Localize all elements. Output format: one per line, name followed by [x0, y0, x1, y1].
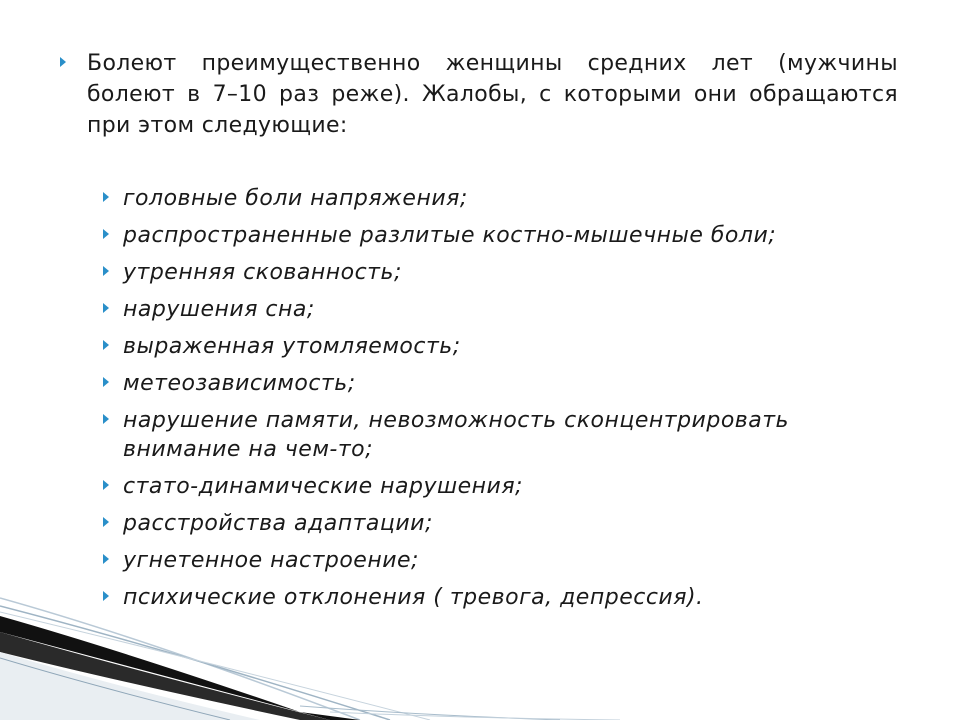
main-bullet-text: Болеют преимущественно женщины средних лет (мужчины болеют в 7–10 раз реже). Жалобы, с которыми они обращаются при этом следующие: — [87, 51, 898, 138]
triangle-bullet-icon — [103, 192, 109, 202]
complaints-list — [103, 184, 903, 620]
triangle-bullet-icon — [103, 340, 109, 350]
triangle-bullet-icon — [103, 414, 109, 424]
triangle-bullet-icon — [103, 591, 109, 601]
list-item-text: распространенные разлитые костно-мышечные боли; — [123, 223, 777, 248]
list-item-text: метеозависимость; — [123, 371, 356, 396]
triangle-bullet-icon — [103, 266, 109, 276]
list-item-text: головные боли напряжения; — [123, 186, 468, 211]
list-item-text: нарушения сна; — [123, 297, 315, 322]
list-item-text: стато-динамические нарушения; — [123, 474, 523, 499]
list-item — [103, 295, 903, 324]
list-item — [103, 509, 903, 538]
triangle-bullet-icon — [103, 554, 109, 564]
list-item-text: выраженная утомляемость; — [123, 334, 461, 359]
triangle-bullet-icon — [103, 480, 109, 490]
triangle-bullet-icon — [103, 229, 109, 239]
triangle-bullet-icon — [103, 377, 109, 387]
list-item-text: психические отклонения ( тревога, депрессия). — [123, 585, 704, 610]
list-item — [103, 472, 903, 501]
list-item — [103, 583, 903, 612]
list-item-text: утренняя скованность; — [123, 260, 402, 285]
list-item-text: нарушение памяти, невозможность сконцентрировать внимание на чем-то; — [123, 408, 790, 462]
list-item — [103, 332, 903, 361]
triangle-bullet-icon — [60, 57, 66, 67]
list-item — [103, 546, 903, 575]
list-item — [103, 221, 903, 250]
list-item-text: расстройства адаптации; — [123, 511, 433, 536]
list-item-text: угнетенное настроение; — [123, 548, 419, 573]
list-item — [103, 406, 903, 464]
list-item — [103, 184, 903, 213]
triangle-bullet-icon — [103, 517, 109, 527]
list-item — [103, 369, 903, 398]
list-item — [103, 258, 903, 287]
triangle-bullet-icon — [103, 303, 109, 313]
main-bullet-item — [60, 48, 898, 141]
